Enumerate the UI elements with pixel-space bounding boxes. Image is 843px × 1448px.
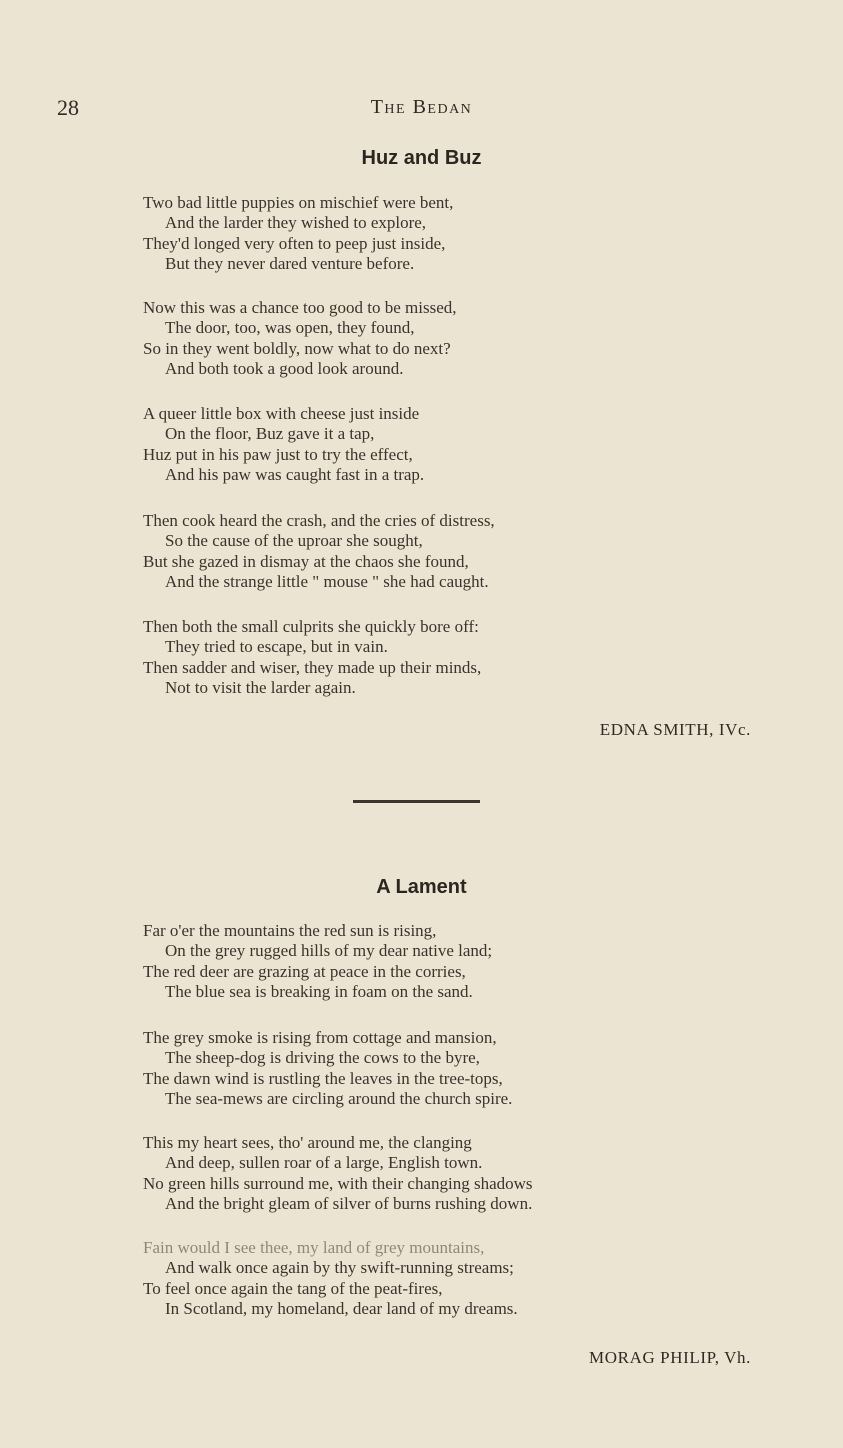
poem-line: A queer little box with cheese just inside [143, 404, 420, 423]
poem-line: Fain would I see thee, my land of grey mountains, [143, 1238, 485, 1257]
poem-author: EDNA SMITH, IVc. [599, 720, 751, 739]
poem-line: The blue sea is breaking in foam on the sand. [165, 982, 473, 1002]
poem-2-stanza-2 [143, 1028, 763, 1110]
poem-line: Then cook heard the crash, and the cries of distress, [143, 511, 495, 530]
poem-line: And the larder they wished to explore, [165, 213, 427, 233]
poem-title-huz-and-buz: Huz and Buz [361, 147, 482, 169]
poem-1-stanza-1 [143, 193, 763, 275]
poem-1-stanza-5 [143, 617, 763, 699]
poem-line: Not to visit the larder again. [165, 678, 356, 698]
poem-line: The dawn wind is rustling the leaves in the tree-tops, [143, 1068, 503, 1088]
section-divider [353, 800, 480, 803]
poem-title-a-lament: A Lament [376, 876, 467, 898]
poem-2-stanza-1 [143, 921, 763, 1003]
poem-line: And both took a good look around. [165, 359, 404, 379]
poem-line: Huz put in his paw just to try the effect, [143, 444, 413, 464]
poem-line: The sea-mews are circling around the church spire. [165, 1089, 513, 1109]
poem-line: Then both the small culprits she quickly bore off: [143, 617, 479, 636]
poem-line: This my heart sees, tho' around me, the clanging [143, 1133, 472, 1152]
poem-2-stanza-3 [143, 1133, 763, 1215]
poem-line: The grey smoke is rising from cottage and mansion, [143, 1028, 497, 1047]
poem-1-stanza-2 [143, 298, 763, 380]
poem-line: The sheep-dog is driving the cows to the byre, [165, 1048, 480, 1068]
poem-line: And deep, sullen roar of a large, English town. [165, 1153, 483, 1173]
poem-line: They'd longed very often to peep just inside, [143, 233, 446, 253]
poem-line: In Scotland, my homeland, dear land of my dreams. [165, 1299, 518, 1319]
poem-line: But they never dared venture before. [165, 254, 415, 274]
poem-line: Now this was a chance too good to be missed, [143, 298, 457, 317]
poem-line: To feel once again the tang of the peat-fires, [143, 1278, 443, 1298]
poem-line: And walk once again by thy swift-running streams; [165, 1258, 514, 1278]
poem-line: So in they went boldly, now what to do next? [143, 338, 451, 358]
poem-line: And the strange little " mouse " she had caught. [165, 572, 489, 592]
poem-line: And the bright gleam of silver of burns rushing down. [165, 1194, 533, 1214]
poem-line: Far o'er the mountains the red sun is rising, [143, 921, 437, 940]
running-head: The Bedan [370, 96, 473, 118]
poem-line: The door, too, was open, they found, [165, 318, 415, 338]
poem-line: Then sadder and wiser, they made up their minds, [143, 657, 482, 677]
page-number: 28 [57, 95, 79, 120]
poem-line: So the cause of the uproar she sought, [165, 531, 423, 551]
poem-author: MORAG PHILIP, Vh. [589, 1348, 751, 1367]
poem-line: The red deer are grazing at peace in the corries, [143, 961, 466, 981]
poem-line: No green hills surround me, with their changing shadows [143, 1173, 533, 1193]
poem-line: They tried to escape, but in vain. [165, 637, 388, 657]
poem-line: Two bad little puppies on mischief were bent, [143, 193, 454, 212]
poem-1-stanza-3 [143, 404, 763, 486]
poem-line: On the floor, Buz gave it a tap, [165, 424, 375, 444]
poem-line: But she gazed in dismay at the chaos she found, [143, 551, 469, 571]
poem-2-stanza-4 [143, 1238, 763, 1320]
poem-1-stanza-4 [143, 511, 763, 593]
poem-line: And his paw was caught fast in a trap. [165, 465, 425, 485]
poem-line: On the grey rugged hills of my dear native land; [165, 941, 493, 961]
